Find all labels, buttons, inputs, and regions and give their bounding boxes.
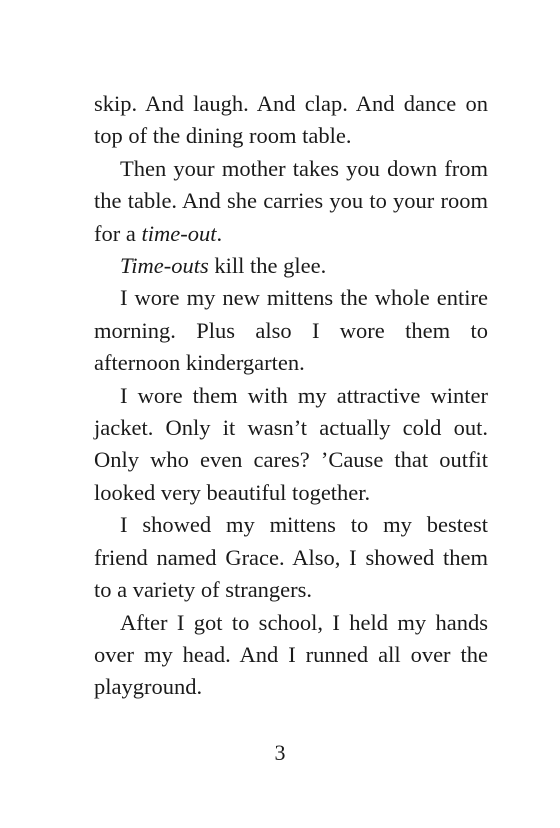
paragraph-6 (94, 509, 488, 606)
paragraph-7-text: After I got to school, I held my hands over my head. And I runned all over the playground. (94, 609, 488, 700)
book-page-body (94, 88, 488, 704)
paragraph-3 (94, 250, 488, 282)
paragraph-1 (94, 88, 488, 153)
paragraph-5 (94, 380, 488, 510)
paragraph-4-text: I wore my new mittens the whole entire morning. Plus also I wore them to afternoon kindergarten. (94, 285, 488, 376)
paragraph-2-end: . (216, 220, 223, 246)
paragraph-2 (94, 153, 488, 250)
paragraph-3-emphasis: Time-outs (120, 253, 209, 279)
paragraph-2-text: Then your mother takes you down from the table. And she carries you to your room for a (94, 155, 488, 246)
paragraph-3-text: kill the glee. (208, 253, 327, 279)
paragraph-2-emphasis: time-out (141, 220, 217, 246)
page-number: 3 (274, 740, 286, 765)
paragraph-7 (94, 607, 488, 704)
paragraph-1-text: skip. And laugh. And clap. And dance on top of the dining room table. (94, 91, 488, 149)
paragraph-6-text: I showed my mittens to my bestest friend named Grace. Also, I showed them to a variety of strangers. (94, 512, 488, 603)
paragraph-4 (94, 282, 488, 379)
paragraph-5-text: I wore them with my attractive winter jacket. Only it wasn’t actually cold out. Only who even cares? ’Cause that outfit looked very beautiful together. (94, 382, 488, 505)
